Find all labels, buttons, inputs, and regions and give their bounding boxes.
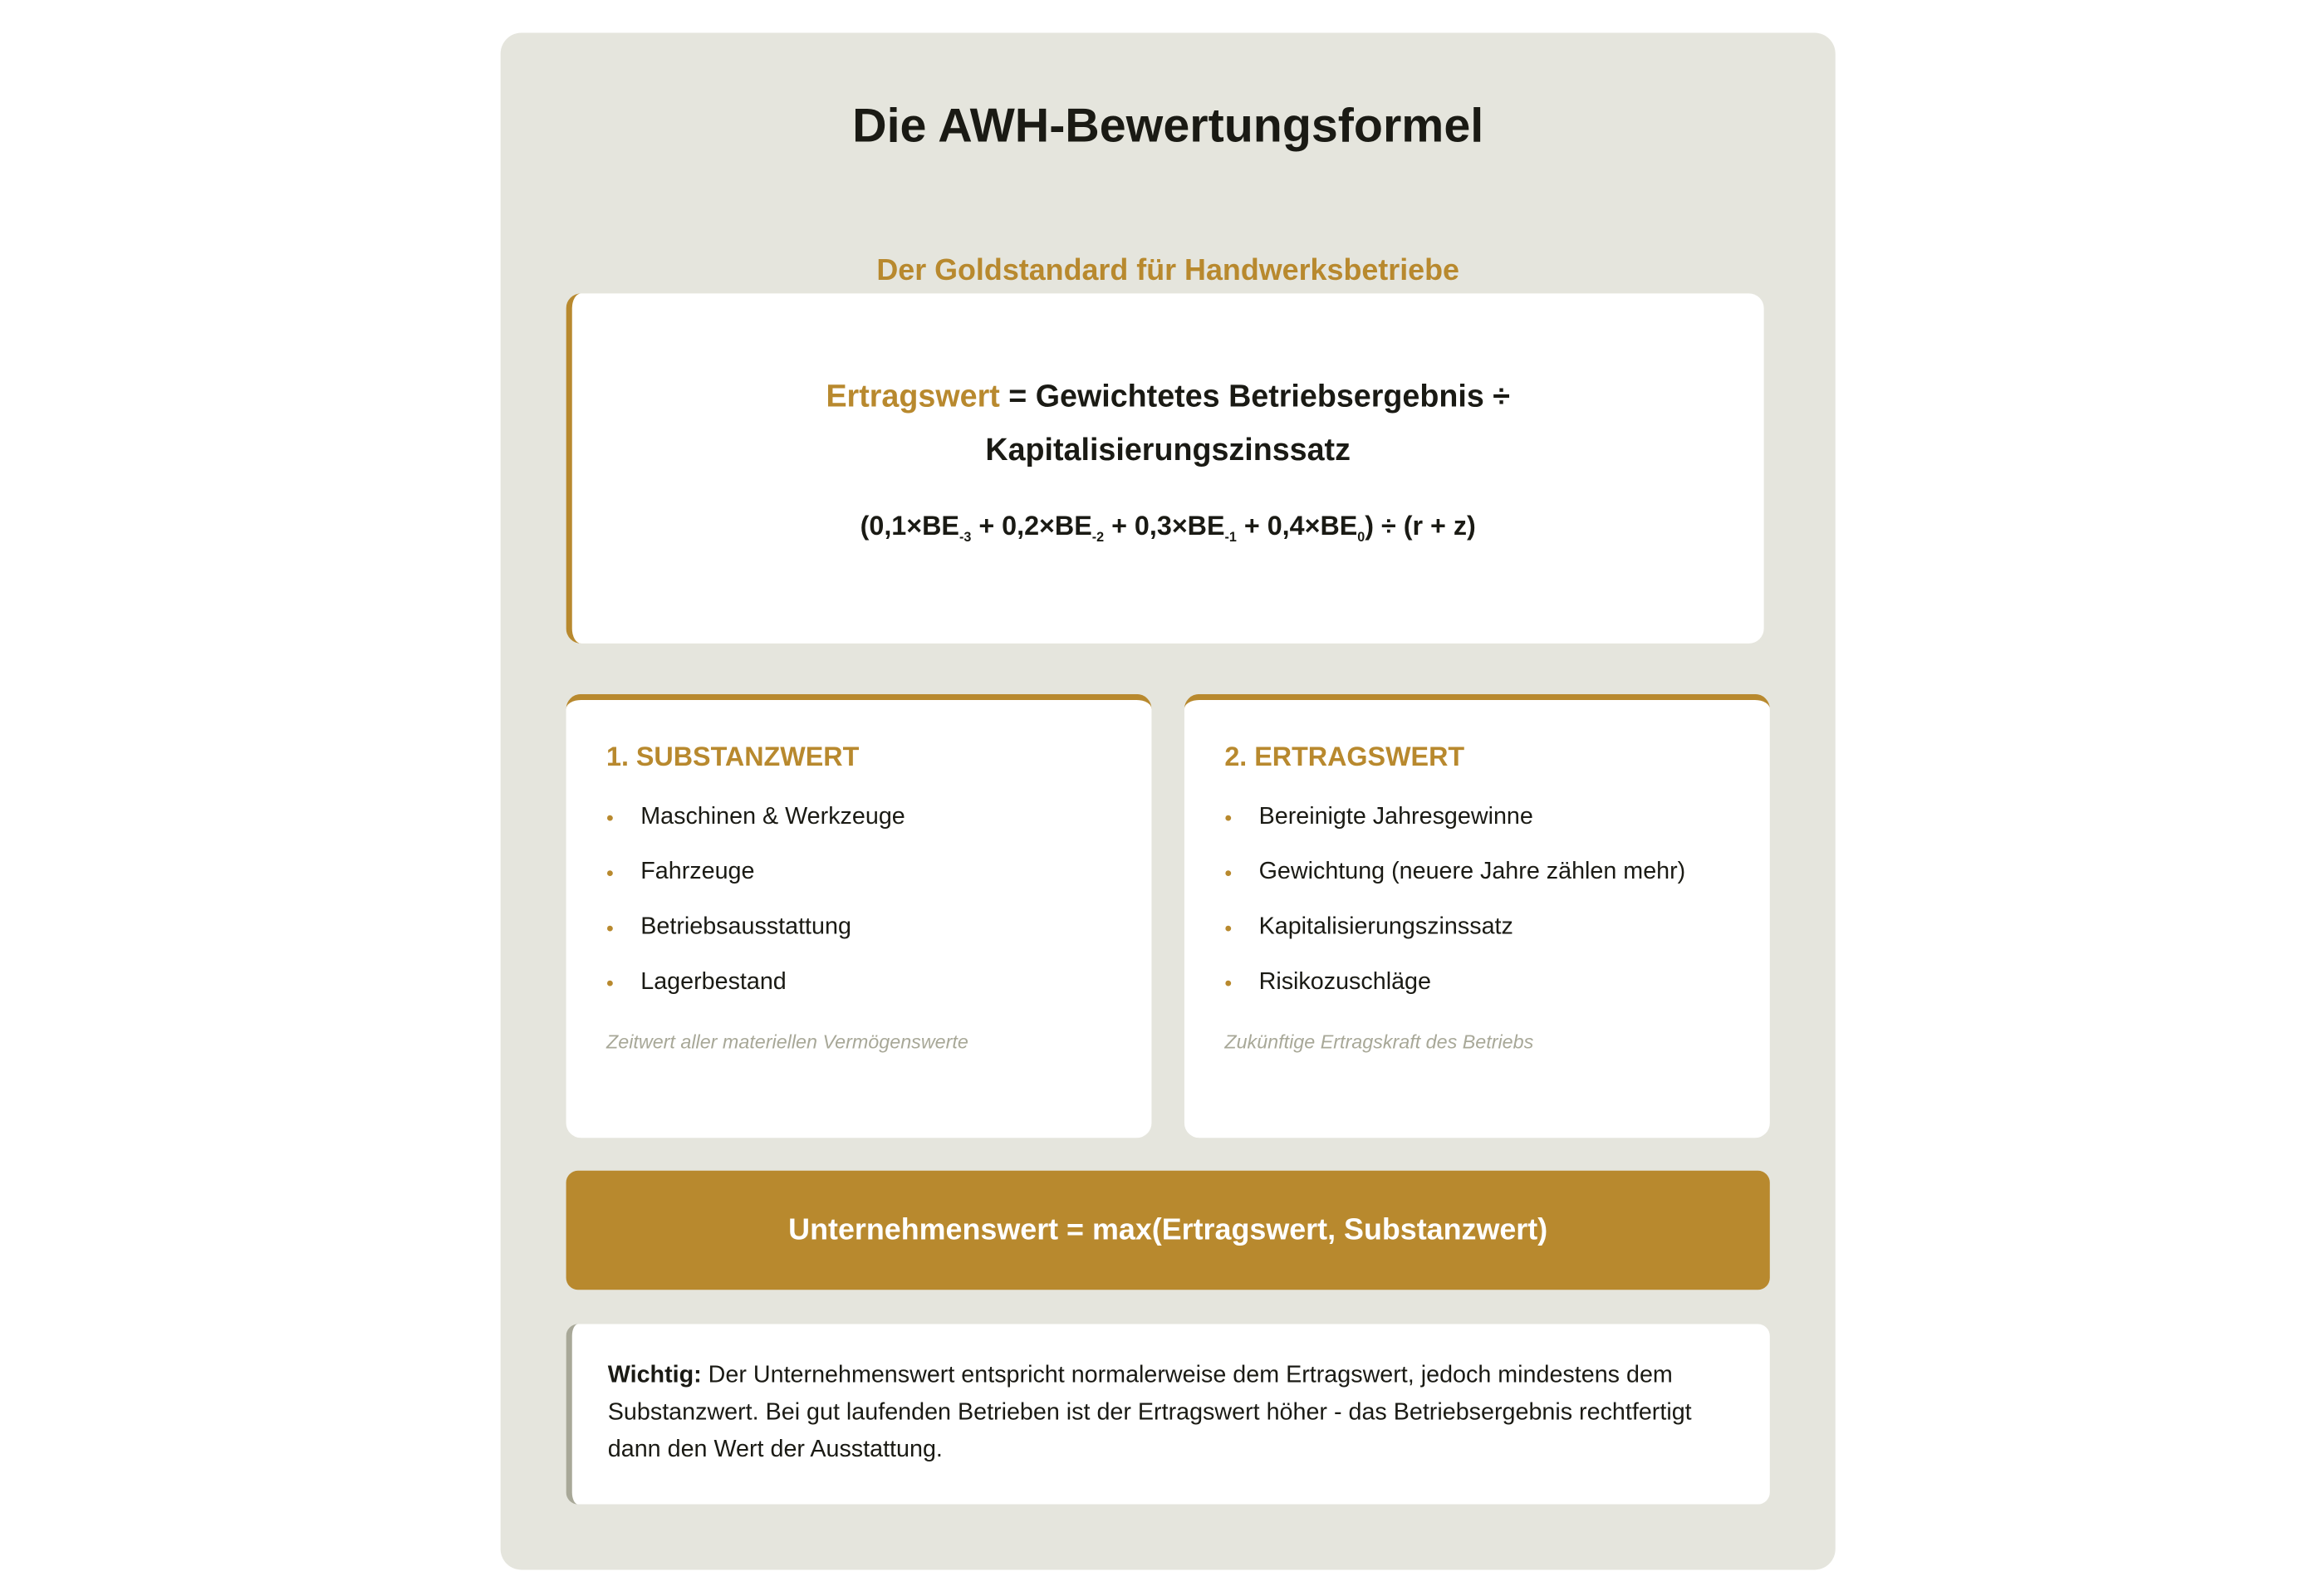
weighted-formula [572, 511, 1764, 545]
item-label: Kapitalisierungszinssatz [1258, 914, 1513, 940]
ertragswert-card [1184, 694, 1770, 1138]
formula-suffix: ) ÷ (r + z) [1365, 511, 1476, 541]
term-subscript: -2 [1091, 529, 1105, 545]
important-text: Der Unternehmenswert entspricht normalerweise dem Ertragswert, jedoch mindestens dem Substanzwert. Bei gut laufenden Betrieben ist der Ertragswert höher - das Betriebsergebnis rechtfertigt dann den Wert der Ausstattung. [607, 1363, 1692, 1463]
formula-card [501, 32, 1836, 1569]
bullet-icon: • [606, 805, 614, 830]
important-note [566, 1324, 1770, 1505]
list-item [1224, 968, 1729, 998]
important-label: Wichtig: [607, 1363, 702, 1388]
card-title: 1. SUBSTANZWERT [606, 742, 860, 772]
list-item [1224, 858, 1729, 888]
term: + 0,2×BE [971, 511, 1092, 541]
card-note: Zukünftige Ertragskraft des Betriebs [1224, 1031, 1534, 1054]
item-label: Betriebsausstattung [640, 914, 851, 940]
term-subscript: 0 [1357, 529, 1365, 545]
bullet-icon: • [606, 860, 614, 885]
card-note: Zeitwert aller materiellen Vermögenswerte [606, 1031, 968, 1054]
list-item [606, 803, 1111, 833]
item-label: Gewichtung (neuere Jahre zählen mehr) [1258, 859, 1686, 885]
bullet-icon: • [606, 971, 614, 996]
list-item [606, 968, 1111, 998]
item-label: Risikozuschläge [1258, 969, 1431, 996]
result-banner: Unternehmenswert = max(Ertragswert, Substanzwert) [566, 1171, 1770, 1290]
formula-highlight: Ertragswert [826, 379, 1000, 414]
item-label: Bereinigte Jahresgewinne [1258, 804, 1533, 830]
term: + 0,3×BE [1104, 511, 1225, 541]
list-item [606, 913, 1111, 942]
page-subtitle: Der Goldstandard für Handwerksbetriebe [876, 254, 1459, 288]
term-subscript: -3 [959, 529, 972, 545]
formula-box [566, 293, 1764, 643]
term: + 0,4×BE [1236, 511, 1358, 541]
list-item [1224, 803, 1729, 833]
card-title: 2. ERTRAGSWERT [1224, 742, 1465, 772]
term-subscript: -1 [1224, 529, 1237, 545]
bullet-icon: • [1224, 916, 1233, 940]
bullet-icon: • [1224, 805, 1233, 830]
item-label: Lagerbestand [640, 969, 787, 996]
substanzwert-card [566, 694, 1152, 1138]
bullet-icon: • [1224, 971, 1233, 996]
bullet-icon: • [1224, 860, 1233, 885]
page-title: Die AWH-Bewertungsformel [852, 98, 1484, 152]
item-label: Fahrzeuge [640, 859, 755, 885]
list-item [606, 858, 1111, 888]
main-formula [721, 371, 1615, 478]
formula-rest: = Gewichtetes Betriebsergebnis ÷ Kapitalisierungszinssatz [985, 379, 1510, 468]
list-item [1224, 913, 1729, 942]
item-label: Maschinen & Werkzeuge [640, 804, 905, 830]
bullet-icon: • [606, 916, 614, 940]
term: (0,1×BE [860, 511, 959, 541]
